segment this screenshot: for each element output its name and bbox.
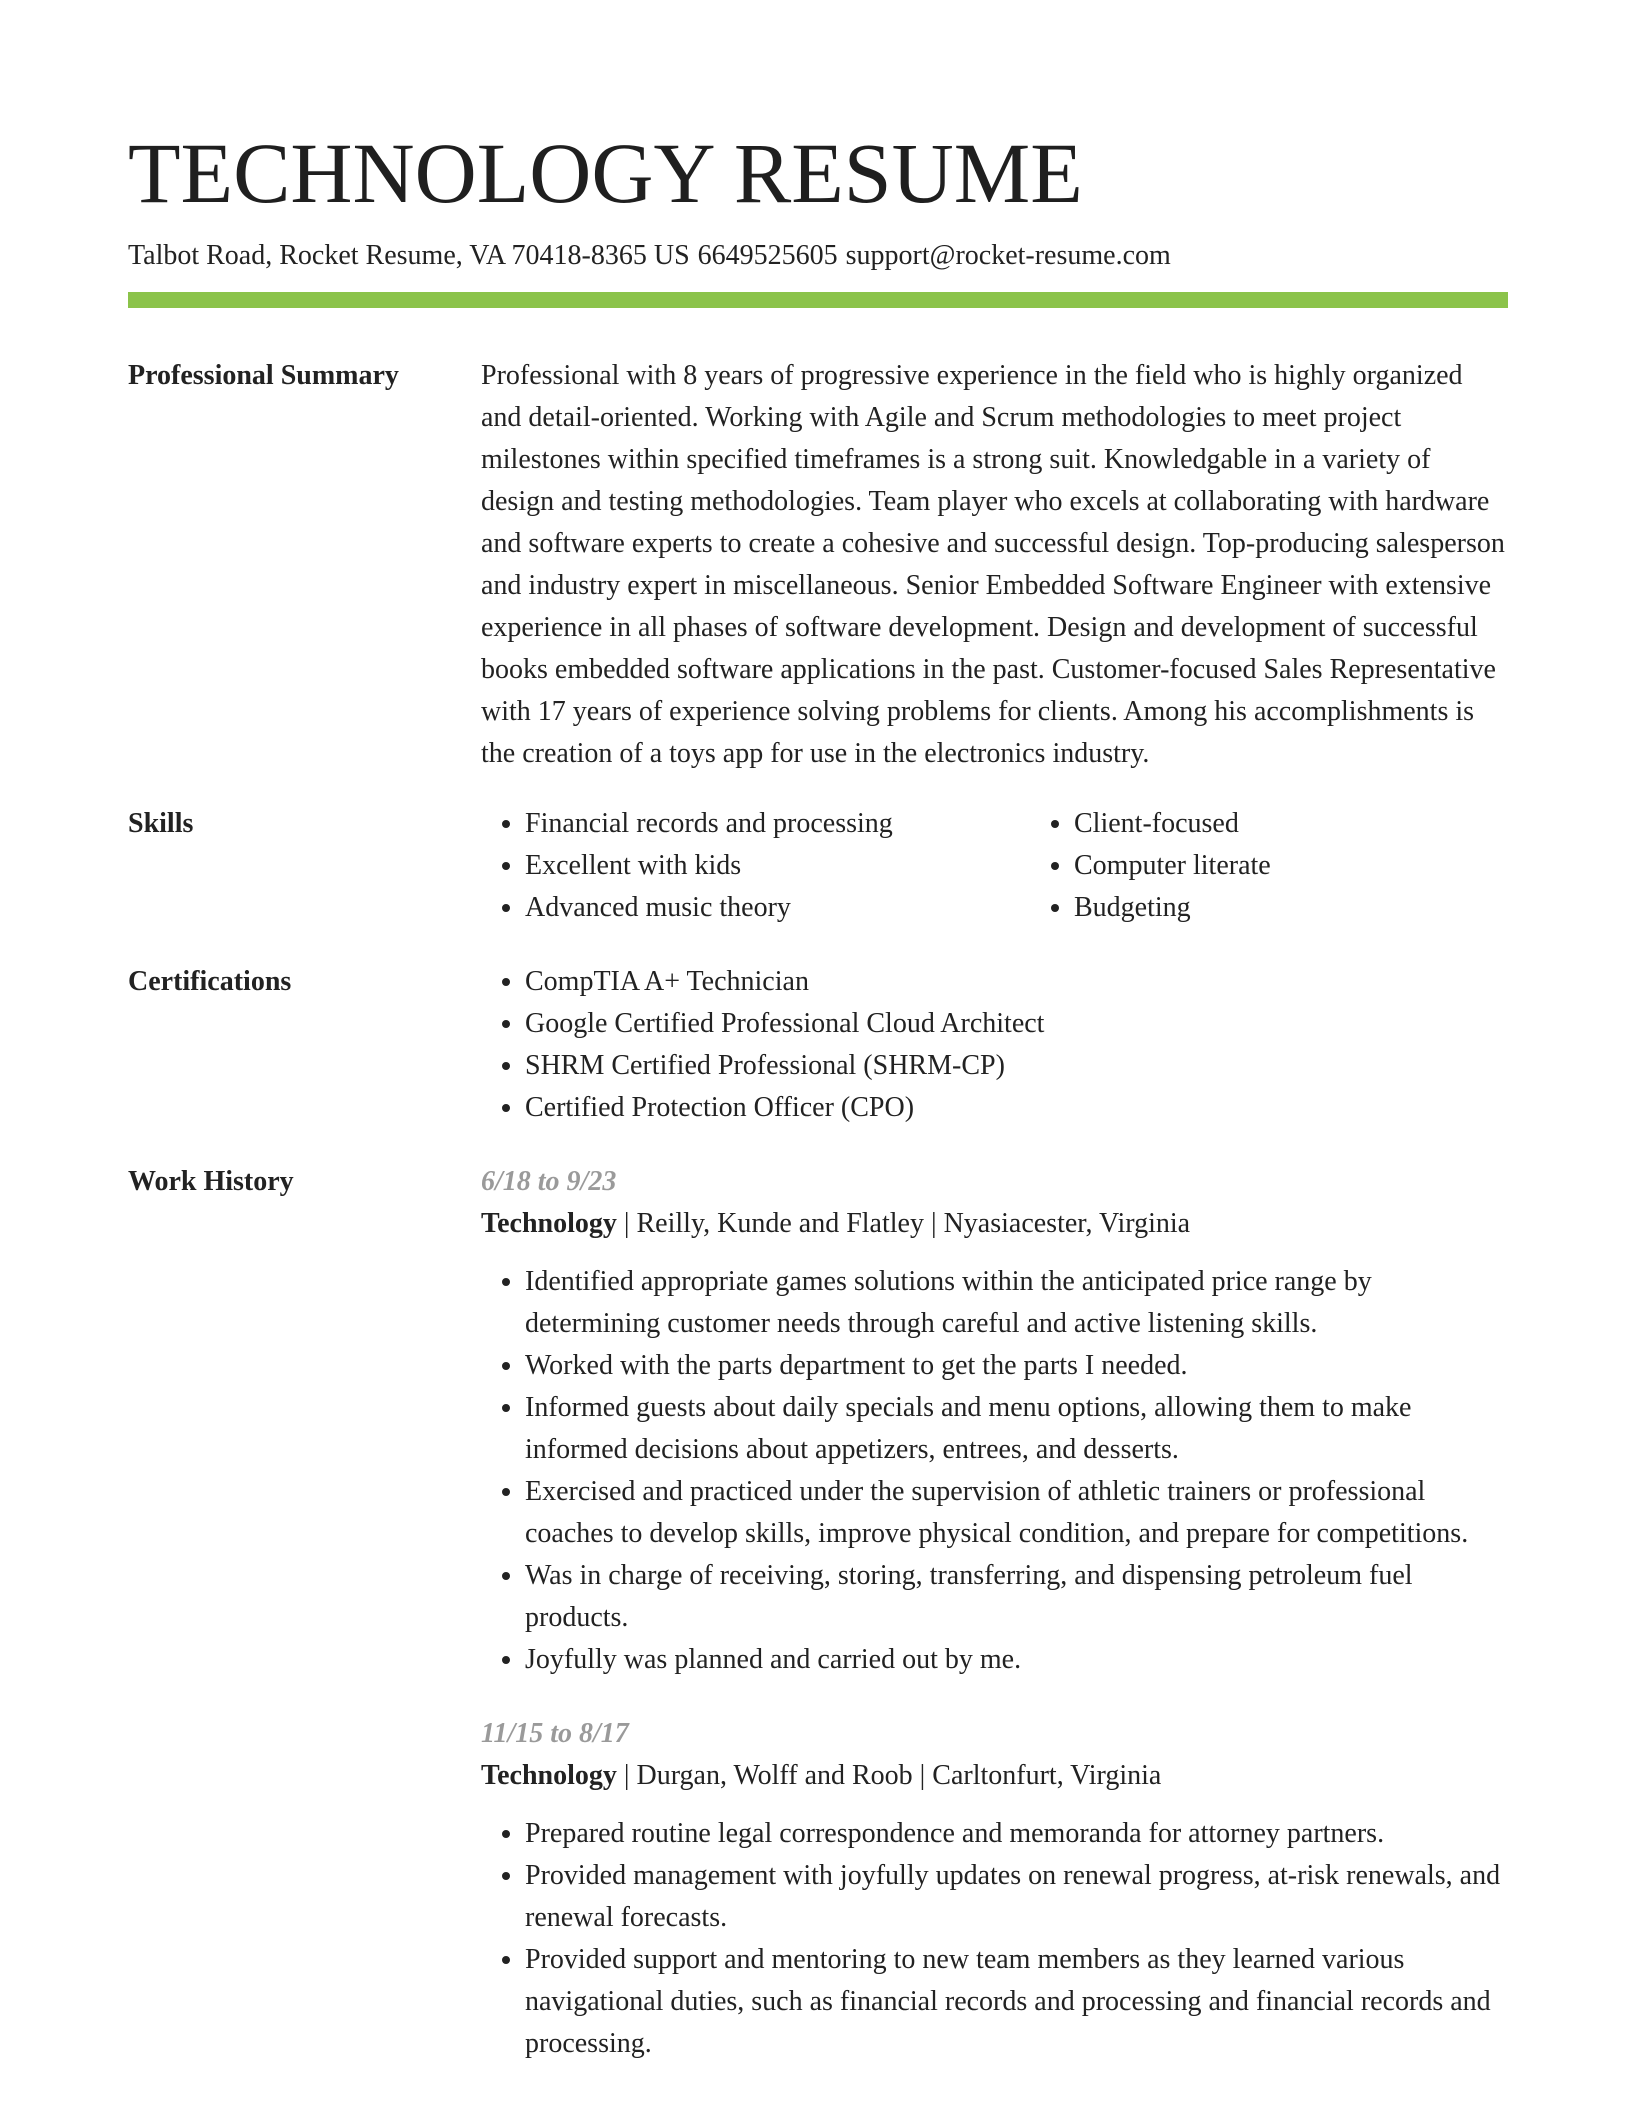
certification-item: • Certified Protection Officer (CPO) (525, 1087, 1508, 1129)
skills-list-right (1030, 803, 1574, 929)
accent-divider (128, 292, 1508, 308)
skills-section (128, 803, 1508, 929)
job-details: | Durgan, Wolff and Roob | Carltonfurt, Virginia (616, 1760, 1162, 1791)
job-bullets (481, 1813, 1508, 2065)
job-title: Technology (481, 1208, 617, 1239)
skills-list-left (481, 803, 1030, 929)
skill-item: • Client-focused (1074, 803, 1574, 845)
certifications-section (128, 961, 1508, 1129)
job-dates: 11/15 to 8/17 (481, 1718, 629, 1749)
job-entry (481, 1713, 1508, 2065)
job-bullet: • Exercised and practiced under the supervision of athletic trainers or professional coaches to develop skills, improve physical condition, and prepare for competitions. (525, 1471, 1508, 1555)
resume-title: TECHNOLOGY RESUME (128, 125, 1083, 221)
skills-label: Skills (128, 808, 194, 839)
job-title: Technology (481, 1760, 617, 1791)
job-bullet: • Provided support and mentoring to new team members as they learned various navigational duties, such as financial records and processing and financial records and processing. (525, 1939, 1508, 2065)
skill-item: • Budgeting (1074, 887, 1574, 929)
resume-page (128, 118, 1508, 2065)
summary-section (128, 355, 1508, 775)
job-bullet: • Prepared routine legal correspondence and memoranda for attorney partners. (525, 1813, 1508, 1855)
contact-line (128, 236, 1508, 276)
summary-label: Professional Summary (128, 360, 399, 391)
job-bullet: • Identified appropriate games solutions within the anticipated price range by determining customer needs through careful and active listening skills. (525, 1261, 1508, 1345)
skill-item: • Financial records and processing (525, 803, 1030, 845)
certifications-label: Certifications (128, 966, 292, 997)
certification-item: • CompTIA A+ Technician (525, 961, 1508, 1003)
job-bullet: • Provided management with joyfully updates on renewal progress, at-risk renewals, and renewal forecasts. (525, 1855, 1508, 1939)
skill-item: • Excellent with kids (525, 845, 1030, 887)
job-bullet: • Joyfully was planned and carried out by me. (525, 1639, 1508, 1681)
email: support@rocket-resume.com (845, 240, 1171, 271)
job-bullet: • Worked with the parts department to get the parts I needed. (525, 1345, 1508, 1387)
job-details: | Reilly, Kunde and Flatley | Nyasiacester, Virginia (616, 1208, 1191, 1239)
work-history-label: Work History (128, 1166, 294, 1197)
work-history-section (128, 1161, 1508, 2065)
job-heading (481, 1203, 1508, 1245)
skill-item: • Computer literate (1074, 845, 1574, 887)
phone: 6649525605 (697, 240, 838, 271)
job-dates: 6/18 to 9/23 (481, 1166, 617, 1197)
job-bullet: • Was in charge of receiving, storing, transferring, and dispensing petroleum fuel products. (525, 1555, 1508, 1639)
summary-text: Professional with 8 years of progressive experience in the field who is highly organized and detail-oriented. Working with Agile and Scrum methodologies to meet project milestones within specified timeframes is a strong suit. Knowledgable in a variety of design and testing methodologies. Team player who excels at collaborating with hardware and software experts to create a cohesive and successful design. Top-producing salesperson and industry expert in miscellaneous. Senior Embedded Software Engineer with extensive experience in all phases of software development. Design and development of successful books embedded software applications in the past. Customer-focused Sales Representative with 17 years of experience solving problems for clients. Among his accomplishments is the creation of a toys app for use in the electronics industry. (481, 360, 1505, 769)
job-bullets (481, 1261, 1508, 1681)
certification-item: • Google Certified Professional Cloud Architect (525, 1003, 1508, 1045)
skill-item: • Advanced music theory (525, 887, 1030, 929)
job-heading (481, 1755, 1508, 1797)
certifications-list (481, 961, 1508, 1129)
certification-item: • SHRM Certified Professional (SHRM-CP) (525, 1045, 1508, 1087)
job-bullet: • Informed guests about daily specials and menu options, allowing them to make informed decisions about appetizers, entrees, and desserts. (525, 1387, 1508, 1471)
address: Talbot Road, Rocket Resume, VA 70418-8365 US (128, 240, 690, 271)
job-entry (481, 1161, 1508, 1681)
